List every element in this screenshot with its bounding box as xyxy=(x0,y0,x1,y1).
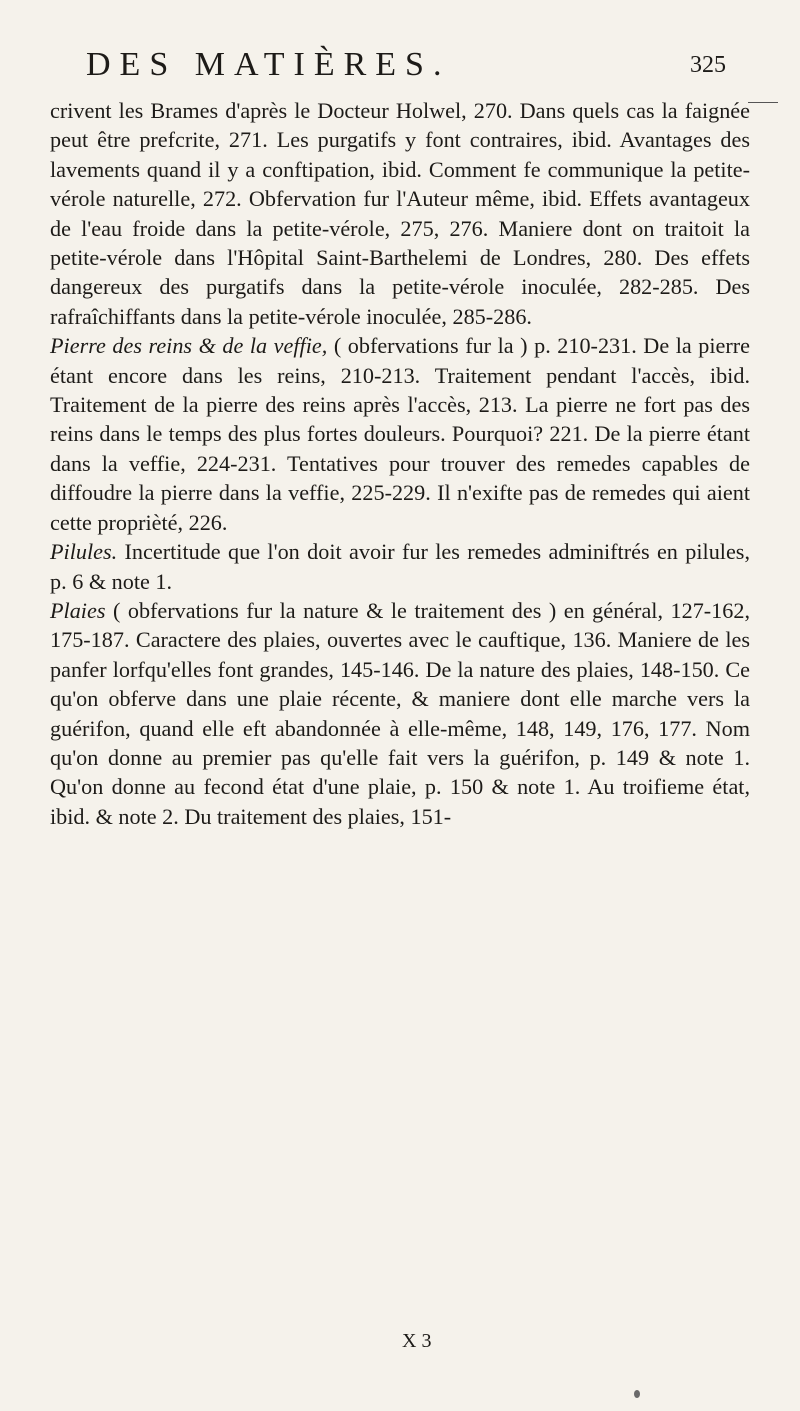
index-entry-pilules xyxy=(50,537,750,596)
entry-text: ( obfervations fur la nature & le traitement des ) en général, 127-162, 175-187. Caractere des plaies, ouvertes avec le cauftique, 136. Maniere de les panfer lorfqu'elles font grandes, 145-146. De la nature des plaies, 148-150. Ce qu'on obferve dans une plaie récente, & maniere dont elle marche vers la guérifon, quand elle eft abandonnée à elle-même, 148, 149, 176, 177. Nom qu'on donne au premier pas qu'elle fait vers la guérifon, p. 149 & note 1. Qu'on donne au fecond état d'une plaie, p. 150 & note 1. Au troifieme état, ibid. & note 2. Du traitement des plaies, 151- xyxy=(50,597,751,829)
entry-heading: Pilules. xyxy=(50,539,118,565)
margin-mark xyxy=(748,102,778,103)
entry-text: Incertitude que l'on doit avoir fur les remedes adminiftrés en pilules, p. 6 & note 1. xyxy=(50,539,750,594)
ink-spot xyxy=(634,1390,640,1398)
index-text xyxy=(50,96,750,831)
running-title: DES MATIÈRES. xyxy=(86,46,451,83)
page-number: 325 xyxy=(690,52,726,78)
signature-mark: X 3 xyxy=(402,1330,432,1352)
index-entry-plaies xyxy=(50,596,750,831)
entry-text: ( obfervations fur la ) p. 210-231. De la pierre étant encore dans les reins, 210-213. Traitement pendant l'accès, ibid. Traitement de la pierre des reins après l'accès, 213. La pierre ne fort pas des reins dans le temps des plus fortes douleurs. Pourquoi? 221. De la pierre étant dans la veffie, 224-231. Tentatives pour trouver des remedes capables de diffoudre la pierre dans la veffie, 225-229. Il n'exifte pas de remedes qui aient cette proprièté, 226. xyxy=(50,333,751,535)
index-entry-continuation xyxy=(50,96,750,331)
entry-text: crivent les Brames d'après le Docteur Holwel, 270. Dans quels cas la faignée peut être prefcrite, 271. Les purgatifs y font contraires, ibid. Avantages des lavements quand il y a conftipation, ibid. Comment fe communique la petite-vérole naturelle, 272. Obfervation fur l'Auteur même, ibid. Effets avantageux de l'eau froide dans la petite-vérole, 275, 276. Maniere dont on traitoit la petite-vérole dans l'Hôpital Saint-Barthelemi de Londres, 280. Des effets dangereux des purgatifs dans la petite-vérole inoculée, 282-285. Des rafraîchiffants dans la petite-vérole inoculée, 285-286. xyxy=(50,98,750,329)
entry-heading: Plaies xyxy=(50,597,106,623)
entry-heading: Pierre des reins & de la veffie, xyxy=(50,333,328,359)
index-entry-pierre xyxy=(50,331,750,537)
page-header xyxy=(86,40,726,90)
